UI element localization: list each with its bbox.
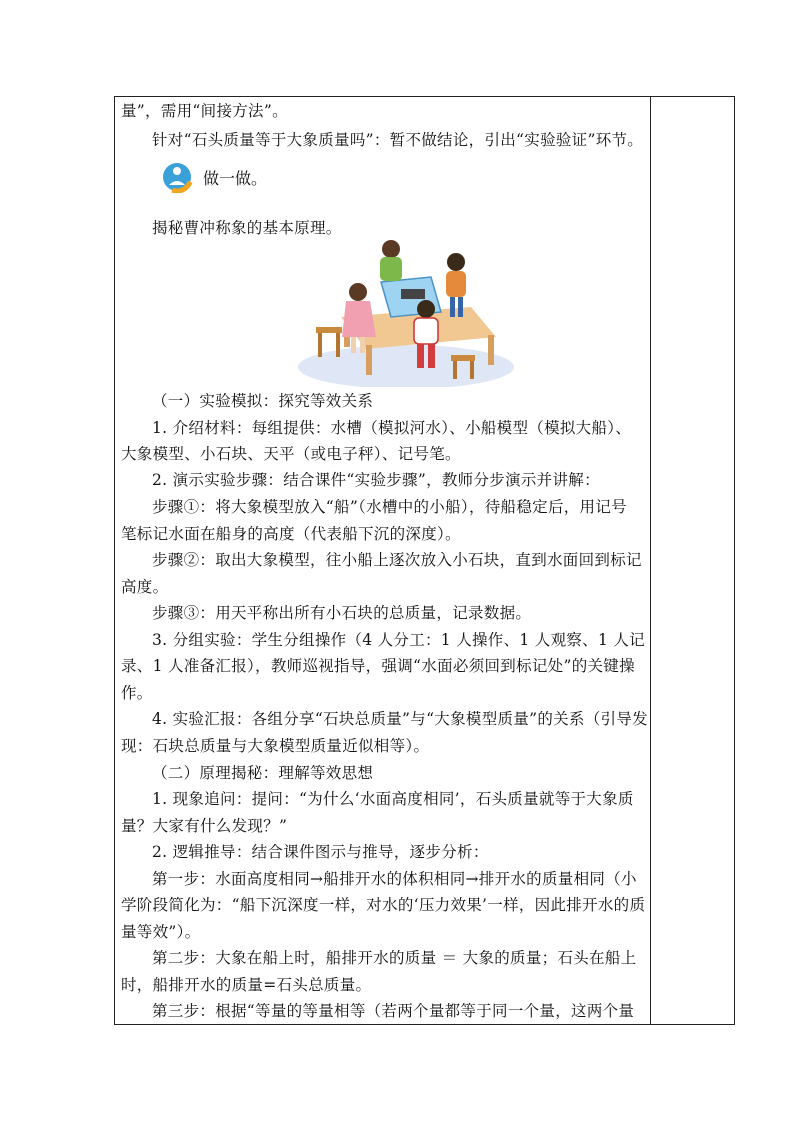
text-line: 2. 演示实验步骤：结合课件“实验步骤”，教师分步演示并讲解： (152, 471, 600, 489)
section-heading: （一）实验模拟：探究等效关系 (152, 392, 374, 410)
activity-label: 做一做。 (203, 168, 268, 188)
text-line: 步骤③：用天平称出所有小石块的总质量，记录数据。 (152, 604, 532, 622)
text-line: 4. 实验汇报：各组分享“石块总质量”与“大象模型质量”的关系（引导发 (152, 710, 648, 728)
text-line: 1. 现象追问：提问：“为什么‘水面高度相同’，石头质量就等于大象质 (152, 790, 634, 808)
text-line: 现：石块总质量与大象模型质量近似相等）。 (121, 737, 430, 755)
text-line: 步骤②：取出大象模型，往小船上逐次放入小石块，直到水面回到标记 (152, 551, 642, 569)
column-divider (650, 97, 651, 1024)
text-line: 2. 逻辑推导：结合课件图示与推导，逐步分析： (152, 843, 489, 861)
text-line: 第三步：根据“等量的等量相等（若两个量都等于同一个量，这两个量 (152, 1002, 635, 1020)
text-line: 高度。 (121, 578, 169, 596)
children-experiment-illustration (296, 237, 516, 387)
text-line: 揭秘曹冲称象的基本原理。 (152, 219, 342, 237)
text-line: 1. 介绍材料：每组提供：水槽（模拟河水）、小船模型（模拟大船）、 (152, 419, 632, 437)
text-line: 录、1 人准备汇报），教师巡视指导，强调“水面必须回到标记处”的关键操 (121, 657, 635, 675)
text-line: 第二步：大象在船上时，船排开水的质量 ＝ 大象的质量；石头在船上 (152, 949, 637, 967)
text-line: 大象模型、小石块、天平（或电子秤）、记号笔。 (121, 445, 461, 463)
text-line: 量？大家有什么发现？” (121, 817, 288, 835)
text-line: 时，船排开水的质量=石头总质量。 (121, 976, 372, 994)
section-heading: （二）原理揭秘：理解等效思想 (152, 764, 374, 782)
do-it-icon (161, 161, 193, 193)
activity-row (161, 161, 267, 193)
text-line: 第一步：水面高度相同→船排开水的体积相同→排开水的质量相同（小 (152, 870, 637, 888)
text-line: 量等效”）。 (121, 923, 201, 941)
text-line: 针对“石头质量等于大象质量吗”：暂不做结论，引出“实验验证”环节。 (152, 131, 644, 149)
text-line: 学阶段简化为：“船下沉深度一样，对水的‘压力效果’一样，因此排开水的质 (121, 896, 646, 914)
text-line: 量”，需用“间接方法”。 (121, 102, 288, 120)
text-line: 3. 分组实验：学生分组操作（4 人分工：1 人操作、1 人观察、1 人记 (152, 631, 645, 649)
text-line: 作。 (121, 684, 153, 702)
text-line: 笔标记水面在船身的高度（代表船下沉的深度）。 (121, 525, 461, 543)
lesson-table (114, 96, 735, 1025)
text-line: 步骤①：将大象模型放入“船”（水槽中的小船），待船稳定后，用记号 (152, 498, 627, 516)
